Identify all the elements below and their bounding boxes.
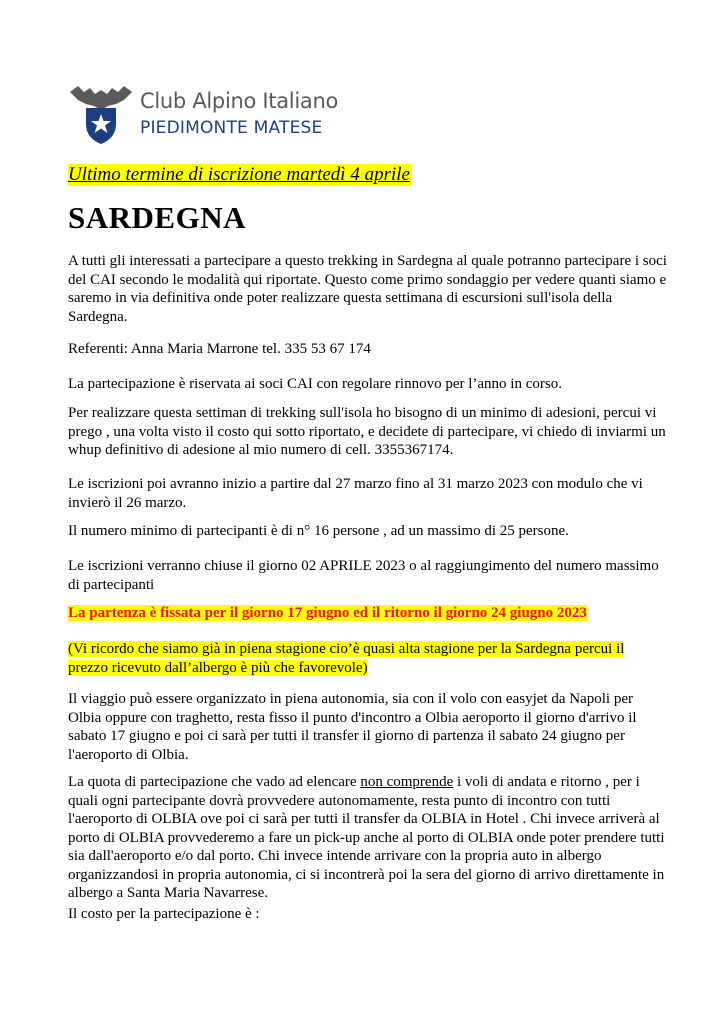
adesioni-paragraph: Per realizzare questa settiman di trekking sull'isola ho bisogno di un minimo di adesioni, percui vi prego , una volta visto il costo qui sotto riportato, e decidete di partecipare, vi chiedo di inviarmi un whup definitivo di adesione al mio numero di cell. 3355367174. [68, 405, 666, 458]
viaggio-paragraph: Il viaggio può essere organizzato in piena autonomia, sia con il volo con easyjet da Napoli per Olbia oppure con traghetto, resta fisso il punto d'incontro a Olbia aeroporto il giorno d'arrivo il sabato 17 giugno e poi ci sarà per tutti il transfer il giorno di partenza il sabato 24 giugno per l'aeroporto di Olbia. [68, 691, 637, 763]
quota-paragraph [68, 773, 668, 903]
costo-paragraph: Il costo per la partecipazione è : [68, 906, 260, 922]
quota-text-start: La quota di partecipazione che vado ad elencare [68, 774, 361, 790]
logo-title: Club Alpino Italiano [140, 89, 339, 113]
intro-paragraph: A tutti gli interessati a partecipare a questo trekking in Sardegna al quale potranno partecipare i soci del CAI secondo le modalità qui riportate. Questo come primo sondaggio per vedere quanti siamo e saremo in via definitiva onde poter realizzare questa settimana di escursioni sull'isola della Sardegna. [68, 253, 667, 325]
cai-eagle-star-icon [68, 84, 134, 146]
numero-minimo-paragraph: Il numero minimo di partecipanti è di n° 16 persone , ad un massimo di 25 persone. [68, 523, 569, 539]
iscrizioni-paragraph: Le iscrizioni poi avranno inizio a partire dal 27 marzo fino al 31 marzo 2023 con modulo che vi invierò il 26 marzo. [68, 476, 643, 511]
riservata-paragraph: La partecipazione è riservata ai soci CAI con regolare rinnovo per l’anno in corso. [68, 376, 562, 392]
partenza-highlight: La partenza è fissata per il giorno 17 giugno ed il ritorno il giorno 24 giugno 2023 [68, 605, 587, 621]
stagione-paragraph [68, 640, 668, 677]
referenti-paragraph: Referenti: Anna Maria Marrone tel. 335 53 67 174 [68, 341, 371, 357]
non-comprende-underlined: non comprende [360, 774, 454, 790]
stagione-highlight: (Vi ricordo che siamo già in piena stagione cio’è quasi alta stagione per la Sardegna percui il prezzo ricevuto dall’albergo è più che favorevole) [68, 641, 625, 676]
chiusura-paragraph: Le iscrizioni verranno chiuse il giorno 02 APRILE 2023 o al raggiungimento del numero massimo di partecipanti [68, 558, 659, 593]
deadline-notice: Ultimo termine di iscrizione martedì 4 aprile [68, 164, 410, 185]
page-title: SARDEGNA [68, 200, 246, 235]
partenza-paragraph [68, 604, 668, 623]
logo-subtitle: PIEDIMONTE MATESE [140, 118, 323, 138]
quota-text-end: i voli di andata e ritorno , per i quali ogni partecipante dovrà provvedere autonomamente, resta punto di incontro con tutti l'aeroporto di OLBIA ove poi ci sarà per tutti il transfer da OLBIA in Hotel . Chi invece arriverà al porto di OLBIA provvederemo a fare un pick-up anche al porto di OLBIA onde poter prendere tutti sia dall'aeroporto e/o dal porto. Chi invece intende arrivare con la propria auto in albergo organizzandosi in propria autonomia, ci si incontrerà poi la sera del giorno di arrivo direttamente in albergo a Santa Maria Navarrese. [68, 774, 665, 901]
cai-logo [68, 84, 339, 146]
